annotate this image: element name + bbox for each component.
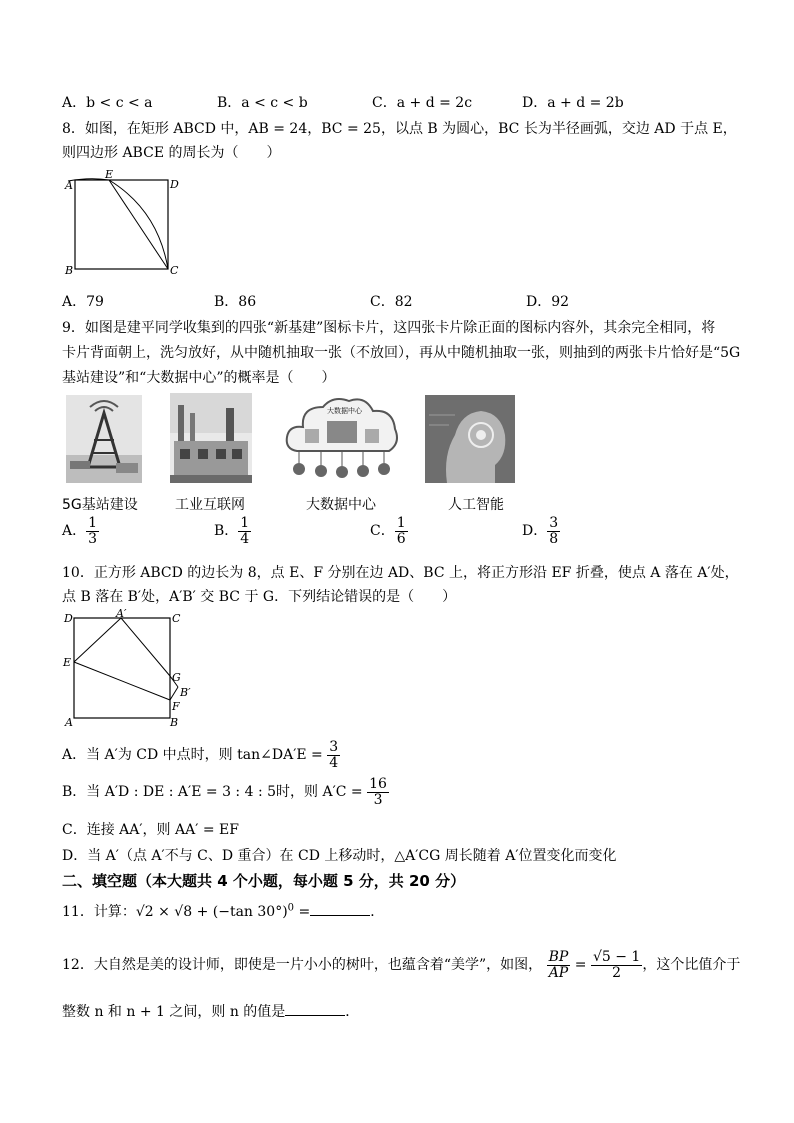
q9-text-line2: 卡片背面朝上，洗匀放好，从中随机抽取一张（不放回），再从中随机抽取一张，则抽到的两张卡片恰好是“5G [62, 345, 741, 361]
q9-text-line1: 9．如图是建平同学收集到的四张“新基建”图标卡片，这四张卡片除正面的图标内容外，其余完全相同，将 [62, 320, 716, 336]
q8-option-b: B．86 [214, 294, 257, 310]
q12-question-line2: 整数 n 和 n + 1 之间，则 n 的值是 ． [62, 1004, 360, 1020]
q10-option-c: C．连接 AA′，则 AA′ = EF [62, 822, 239, 838]
q10-label-c: C [172, 612, 181, 625]
q10-option-a: A．当 A′为 CD 中点时，则 tan∠DA′E = $\frac{3}{4}$ [62, 739, 339, 771]
card-caption-industrial: 工业互联网 [175, 497, 245, 513]
q8-label-c: C [170, 264, 179, 277]
q10-label-a: A [65, 716, 73, 729]
card-caption-5g: 5G基站建设 [62, 497, 138, 513]
section-heading-fill-in: 二、填空题（本大题共 4 个小题，每小题 5 分，共 20 分） [62, 872, 466, 890]
q10-option-d: D．当 A′（点 A′不与 C、D 重合）在 CD 上移动时，△A′CG 周长随着 A′位置变化而变化 [62, 848, 617, 864]
q9-text-line3: 基站建设”和“大数据中心”的概率是（ ） [62, 370, 336, 386]
q10-text-line1: 10．正方形 ABCD 的边长为 8，点 E、F 分别在边 AD、BC 上，将正方形沿 EF 折叠，使点 A 落在 A′处， [62, 565, 739, 581]
q10-option-b: B．当 A′D : DE : A′E = 3 : 4 : 5时，则 A′C = $\frac{16}{3}$ [62, 776, 387, 808]
q12-question-line1: 12．大自然是美的设计师，即使是一片小小的树叶，也蕴含着“美学”，如图， $\frac{BP}{AP}$ = $\frac{√5 - 1}{2}$ ，这个比值介于 [62, 949, 741, 981]
q9-option-d: D． $\frac{3}{8}$ [522, 515, 559, 547]
card-industrial-image [170, 393, 252, 483]
q8-label-e: E [105, 170, 114, 181]
q10-label-f: F [172, 700, 180, 713]
card-bigdata-image [283, 393, 401, 485]
q10-text-line2: 点 B 落在 B′处，A′B′ 交 BC 于 G．下列结论错误的是（ ） [62, 589, 457, 605]
q8-label-b: B [65, 264, 74, 277]
q7-option-b: B．a < c < b [217, 95, 308, 111]
q10-label-a-prime: A′ [116, 608, 127, 620]
card-caption-ai: 人工智能 [448, 497, 504, 513]
cloud-label: 大数据中心 [327, 407, 362, 415]
q10-label-b: B [170, 716, 179, 729]
q8-text-line2: 则四边形 ABCE 的周长为（ ） [62, 145, 281, 161]
q8-option-a: A．79 [62, 294, 104, 310]
q10-label-e: E [63, 656, 72, 669]
q10-figure [60, 608, 200, 730]
q8-option-c: C．82 [370, 294, 413, 310]
card-caption-bigdata: 大数据中心 [306, 497, 376, 513]
card-5g-image [66, 395, 142, 483]
q12-answer-blank[interactable] [285, 1003, 345, 1016]
q11-question: 11．计算：√2 × √8 + (−tan 30°)$^0$ = ． [62, 902, 385, 920]
q11-answer-blank[interactable] [310, 903, 370, 916]
q8-label-d: D [170, 178, 179, 191]
q7-option-a: A．b < c < a [62, 95, 153, 111]
q9-option-a: A． $\frac{1}{3}$ [62, 515, 98, 547]
q9-option-b: B． $\frac{1}{4}$ [214, 515, 250, 547]
q10-label-d: D [64, 612, 73, 625]
q10-label-b-prime: B′ [180, 686, 191, 699]
card-ai-image [425, 395, 515, 483]
q8-label-a: A [65, 179, 73, 192]
q7-option-c: C．a + d = 2c [372, 95, 473, 111]
q8-option-d: D．92 [526, 294, 570, 310]
q8-text-line1: 8．如图，在矩形 ABCD 中，AB = 24，BC = 25，以点 B 为圆心，BC 长为半径画弧，交边 AD 于点 E， [62, 121, 737, 137]
q9-option-c: C． $\frac{1}{6}$ [370, 515, 406, 547]
q10-label-g: G [172, 671, 181, 684]
q8-figure [60, 170, 190, 280]
q7-option-d: D．a + d = 2b [522, 95, 624, 111]
